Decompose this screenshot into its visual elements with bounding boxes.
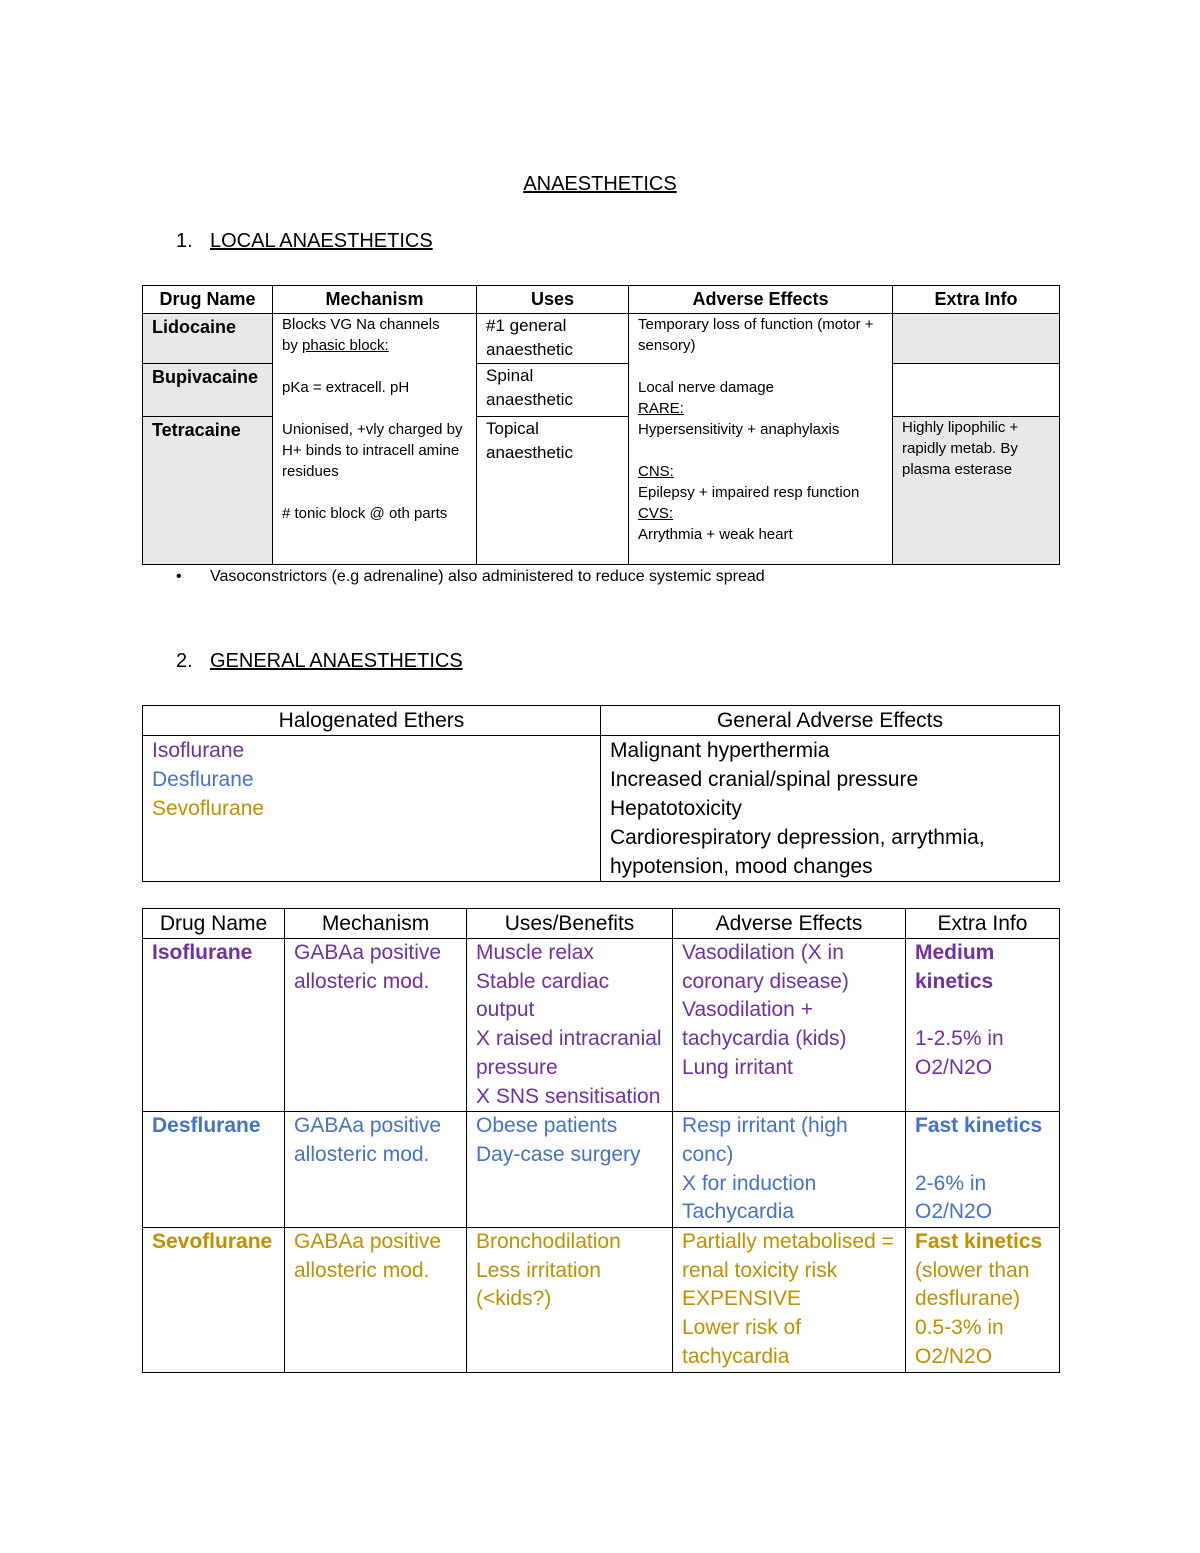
table-row bbox=[143, 939, 1060, 1112]
section-heading-local bbox=[176, 230, 433, 253]
adverse-item: Partially metabolised = renal toxicity risk bbox=[682, 1230, 894, 1282]
kinetics-label: Fast kinetics bbox=[915, 1114, 1043, 1138]
bullet-text: Vasoconstrictors (e.g adrenaline) also administered to reduce systemic spread bbox=[210, 568, 765, 585]
uses-cell: Topical anaesthetic bbox=[477, 417, 629, 565]
column-header: Adverse Effects bbox=[673, 909, 906, 939]
effect-item: Cardiorespiratory depression, arrythmia, hypotension, mood changes bbox=[610, 826, 985, 878]
adverse-line: Local nerve damage bbox=[638, 379, 774, 396]
table-row bbox=[143, 314, 1060, 364]
mechanism-cell bbox=[273, 314, 477, 565]
halogenated-ethers-table bbox=[142, 705, 1060, 882]
extra-info-cell bbox=[906, 1228, 1060, 1373]
kinetics-note: (slower than desflurane) bbox=[915, 1258, 1030, 1311]
kinetics-label: Medium kinetics bbox=[915, 941, 995, 993]
ether-name: Desflurane bbox=[152, 768, 254, 791]
local-anaesthetics-table bbox=[142, 285, 1060, 565]
column-header: Drug Name bbox=[143, 909, 285, 939]
cns-label: CNS: bbox=[638, 463, 674, 480]
extra-info-cell bbox=[906, 1112, 1060, 1228]
kinetics-label: Fast kinetics bbox=[915, 1230, 1043, 1254]
mechanism-cell: GABAa positive allosteric mod. bbox=[285, 1228, 467, 1373]
column-header: Extra Info bbox=[893, 286, 1060, 314]
mechanism-line bbox=[282, 335, 467, 356]
use-item: X raised intracranial pressure bbox=[476, 1027, 662, 1079]
table-row bbox=[143, 1112, 1060, 1228]
adverse-item: Vasodilation (X in coronary disease) bbox=[682, 941, 849, 993]
extra-info-cell bbox=[893, 364, 1060, 417]
adverse-line: Epilepsy + impaired resp function bbox=[638, 484, 860, 501]
adverse-effects-cell bbox=[673, 1112, 906, 1228]
mechanism-text: by bbox=[282, 337, 303, 354]
extra-info-cell bbox=[893, 314, 1060, 364]
adverse-item: Tachycardia bbox=[682, 1200, 795, 1224]
section-title: LOCAL ANAESTHETICS bbox=[210, 230, 433, 252]
adverse-item: Lung irritant bbox=[682, 1055, 793, 1079]
adverse-effects-cell bbox=[673, 939, 906, 1112]
concentration-text: 2-6% in O2/N2O bbox=[915, 1171, 993, 1224]
uses-cell: Spinal anaesthetic bbox=[477, 364, 629, 417]
extra-info-cell: Highly lipophilic + rapidly metab. By plasma esterase bbox=[893, 417, 1060, 565]
mechanism-line: Blocks VG Na channels bbox=[282, 316, 440, 333]
adverse-line: Arrythmia + weak heart bbox=[638, 526, 793, 543]
column-header: Halogenated Ethers bbox=[143, 706, 601, 736]
column-header: Adverse Effects bbox=[629, 286, 893, 314]
drug-name-cell: Tetracaine bbox=[143, 417, 273, 565]
general-effects-cell bbox=[601, 736, 1060, 882]
uses-cell bbox=[467, 1228, 673, 1373]
uses-cell bbox=[467, 939, 673, 1112]
bullet-item bbox=[176, 568, 765, 586]
ethers-list-cell bbox=[143, 736, 601, 882]
table-row bbox=[143, 1228, 1060, 1373]
table-header-row bbox=[143, 286, 1060, 314]
column-header: Drug Name bbox=[143, 286, 273, 314]
use-item: Stable cardiac output bbox=[476, 969, 610, 1022]
effect-item: Hepatotoxicity bbox=[610, 797, 742, 820]
adverse-effects-cell bbox=[673, 1228, 906, 1373]
column-header: Uses/Benefits bbox=[467, 909, 673, 939]
ether-name: Sevoflurane bbox=[152, 797, 265, 820]
rare-label: RARE: bbox=[638, 400, 684, 417]
drug-name-cell: Lidocaine bbox=[143, 314, 273, 364]
column-header: Mechanism bbox=[285, 909, 467, 939]
table-header-row bbox=[143, 909, 1060, 939]
adverse-item: Vasodilation + tachycardia (kids) bbox=[682, 998, 847, 1051]
mechanism-line: pKa = extracell. pH bbox=[282, 379, 410, 396]
document-title: ANAESTHETICS bbox=[523, 173, 677, 195]
section-title: GENERAL ANAESTHETICS bbox=[210, 650, 463, 672]
ether-name: Isoflurane bbox=[152, 739, 245, 762]
adverse-line: Hypersensitivity + anaphylaxis bbox=[638, 421, 840, 438]
column-header: General Adverse Effects bbox=[601, 706, 1060, 736]
drug-name-cell: Isoflurane bbox=[143, 939, 285, 1112]
section-heading-general bbox=[176, 650, 463, 673]
extra-info-cell bbox=[906, 939, 1060, 1112]
use-item: X SNS sensitisation bbox=[476, 1084, 661, 1108]
adverse-line: Temporary loss of function (motor + sensory) bbox=[638, 316, 874, 354]
concentration-text: 0.5-3% in O2/N2O bbox=[915, 1316, 1004, 1368]
adverse-effects-cell bbox=[629, 314, 893, 565]
table-header-row bbox=[143, 706, 1060, 736]
bullet-dot-icon: • bbox=[176, 568, 182, 585]
drug-name-cell: Bupivacaine bbox=[143, 364, 273, 417]
table-row bbox=[143, 736, 1060, 882]
cvs-label: CVS: bbox=[638, 505, 674, 522]
use-item: Less irritation (<kids?) bbox=[476, 1258, 601, 1311]
mechanism-cell: GABAa positive allosteric mod. bbox=[285, 939, 467, 1112]
phasic-block-text: phasic block: bbox=[302, 337, 389, 354]
adverse-item: X for induction bbox=[682, 1171, 817, 1195]
concentration-text: 1-2.5% in O2/N2O bbox=[915, 1027, 1004, 1079]
use-item: Obese patients bbox=[476, 1114, 618, 1138]
use-item: Bronchodilation bbox=[476, 1230, 621, 1254]
use-item: Day-case surgery bbox=[476, 1142, 641, 1166]
drug-name-cell: Desflurane bbox=[143, 1112, 285, 1228]
mechanism-line: # tonic block @ oth parts bbox=[282, 505, 448, 522]
adverse-item: Lower risk of tachycardia bbox=[682, 1316, 802, 1368]
mechanism-line: Unionised, +vly charged by H+ binds to intracell amine residues bbox=[282, 421, 463, 480]
uses-cell bbox=[467, 1112, 673, 1228]
mechanism-cell: GABAa positive allosteric mod. bbox=[285, 1112, 467, 1228]
adverse-item: EXPENSIVE bbox=[682, 1287, 802, 1311]
column-header: Mechanism bbox=[273, 286, 477, 314]
column-header: Uses bbox=[477, 286, 629, 314]
section-number: 1. bbox=[176, 230, 193, 252]
uses-cell: #1 general anaesthetic bbox=[477, 314, 629, 364]
effect-item: Malignant hyperthermia bbox=[610, 739, 830, 762]
column-header: Extra Info bbox=[906, 909, 1060, 939]
use-item: Muscle relax bbox=[476, 941, 594, 964]
section-number: 2. bbox=[176, 650, 193, 672]
effect-item: Increased cranial/spinal pressure bbox=[610, 768, 919, 791]
drug-name-cell: Sevoflurane bbox=[143, 1228, 285, 1373]
general-anaesthetics-table bbox=[142, 908, 1060, 1373]
adverse-item: Resp irritant (high conc) bbox=[682, 1114, 848, 1166]
